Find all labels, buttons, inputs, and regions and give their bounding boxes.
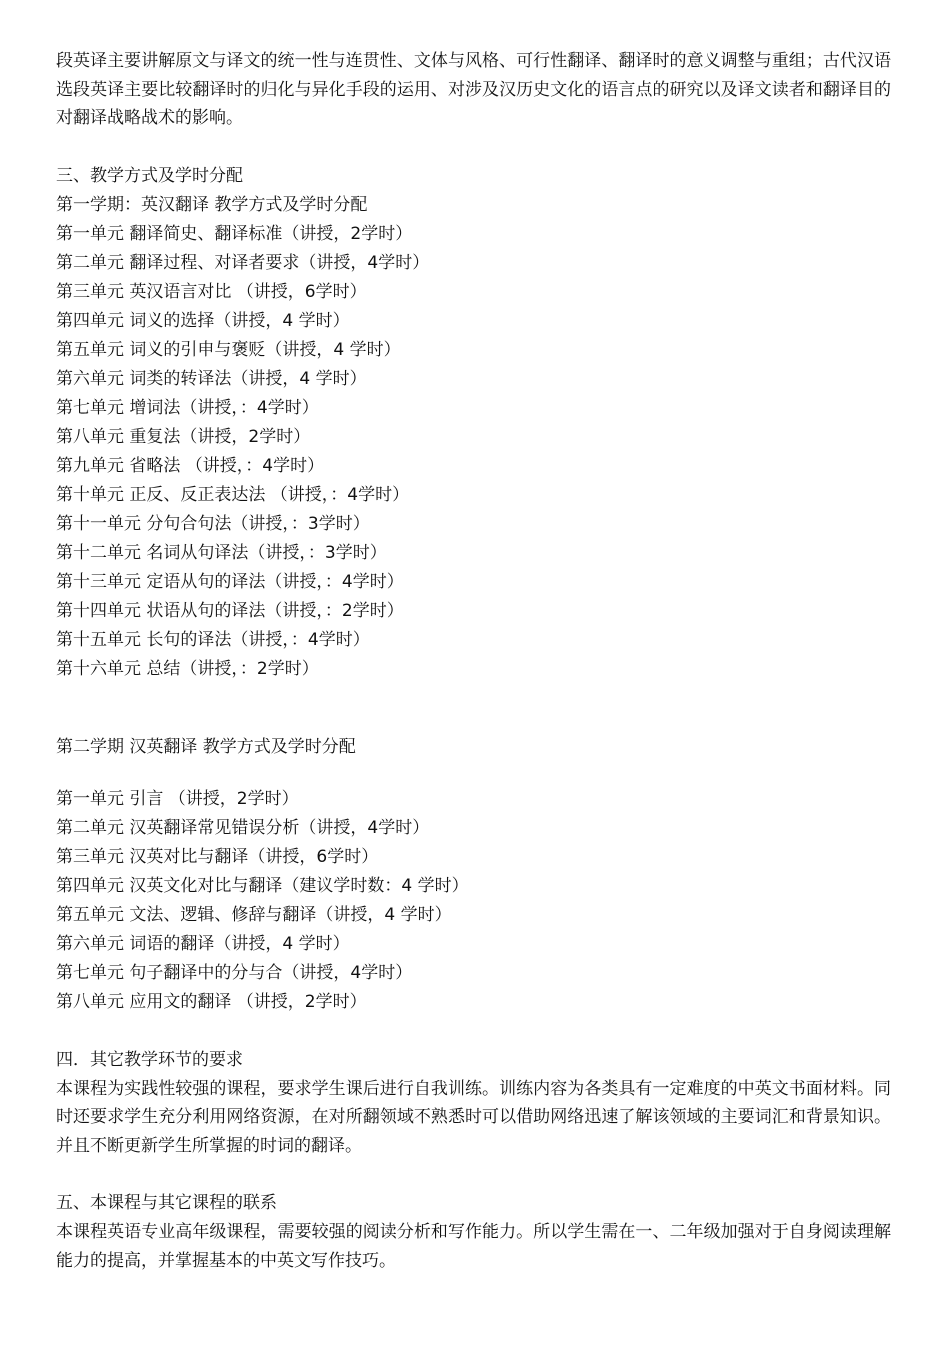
term1-unit: 第十四单元 状语从句的译法（讲授，：2学时） — [56, 600, 404, 621]
term2-unit: 第五单元 文法、逻辑、修辞与翻译（讲授，4 学时） — [56, 904, 452, 925]
term1-unit: 第十五单元 长句的译法（讲授，：4学时） — [56, 629, 370, 650]
term1-unit: 第十三单元 定语从句的译法（讲授，：4学时） — [56, 571, 404, 592]
term2-unit: 第二单元 汉英翻译常见错误分析（讲授，4学时） — [56, 817, 430, 838]
term2-title: 第二学期 汉英翻译 教学方式及学时分配 — [56, 736, 356, 757]
section5-body: 本课程英语专业高年级课程，需要较强的阅读分析和写作能力。所以学生需在一、二年级加强对于自身阅读理解能力的提高，并掌握基本的中英文写作技巧。 — [56, 1222, 891, 1271]
term1-unit: 第四单元 词义的选择（讲授，4 学时） — [56, 310, 350, 331]
term2-unit-list — [56, 785, 891, 1017]
term1-unit: 第十一单元 分句合句法（讲授，：3学时） — [56, 513, 370, 534]
term2-unit: 第七单元 句子翻译中的分与合（讲授，4学时） — [56, 962, 413, 983]
term2-unit: 第六单元 词语的翻译（讲授，4 学时） — [56, 933, 350, 954]
section5-heading: 五、本课程与其它课程的联系 — [56, 1193, 277, 1213]
term2-unit: 第一单元 引言 （讲授，2学时） — [56, 788, 299, 809]
term1-unit: 第一单元 翻译简史、翻译标准（讲授，2学时） — [56, 223, 413, 244]
term2-unit: 第八单元 应用文的翻译 （讲授，2学时） — [56, 991, 367, 1012]
term1-unit: 第十六单元 总结（讲授，：2学时） — [56, 658, 319, 679]
section4-body: 本课程为实践性较强的课程，要求学生课后进行自我训练。训练内容为各类具有一定难度的中英文书面材料。同时还要求学生充分利用网络资源，在对所翻领域不熟悉时可以借助网络迅速了解该领域的主要词汇和背景知识。并且不断更新学生所掌握的时词的翻译。 — [56, 1078, 891, 1156]
term1-unit: 第二单元 翻译过程、对译者要求（讲授，4学时） — [56, 252, 430, 273]
term2-unit: 第三单元 汉英对比与翻译（讲授，6学时） — [56, 846, 379, 867]
term1-unit: 第七单元 增词法（讲授，：4学时） — [56, 397, 319, 418]
term1-unit: 第六单元 词类的转译法（讲授，4 学时） — [56, 368, 367, 389]
term1-unit-list — [56, 220, 891, 684]
term2-unit: 第四单元 汉英文化对比与翻译（建议学时数：4 学时） — [56, 875, 469, 896]
term1-unit: 第九单元 省略法 （讲授，：4学时） — [56, 455, 325, 476]
section3-heading: 三、教学方式及学时分配 — [56, 165, 243, 186]
term1-unit: 第十单元 正反、反正表达法 （讲授，：4学时） — [56, 484, 410, 505]
term1-unit: 第三单元 英汉语言对比 （讲授，6学时） — [56, 281, 367, 302]
term1-unit: 第五单元 词义的引申与褒贬（讲授，4 学时） — [56, 339, 401, 360]
section4-heading: 四．其它教学环节的要求 — [56, 1049, 243, 1070]
term1-unit: 第十二单元 名词从句译法（讲授，：3学时） — [56, 542, 387, 563]
term1-title: 第一学期：英汉翻译 教学方式及学时分配 — [56, 194, 368, 215]
intro-paragraph: 段英译主要讲解原文与译文的统一性与连贯性、文体与风格、可行性翻译、翻译时的意义调整与重组；古代汉语选段英译主要比较翻译时的归化与异化手段的运用、对涉及汉历史文化的语言点的研究以及译文读者和翻译目的对翻译战略战术的影响。 — [56, 51, 891, 128]
term1-unit: 第八单元 重复法（讲授，2学时） — [56, 426, 311, 447]
